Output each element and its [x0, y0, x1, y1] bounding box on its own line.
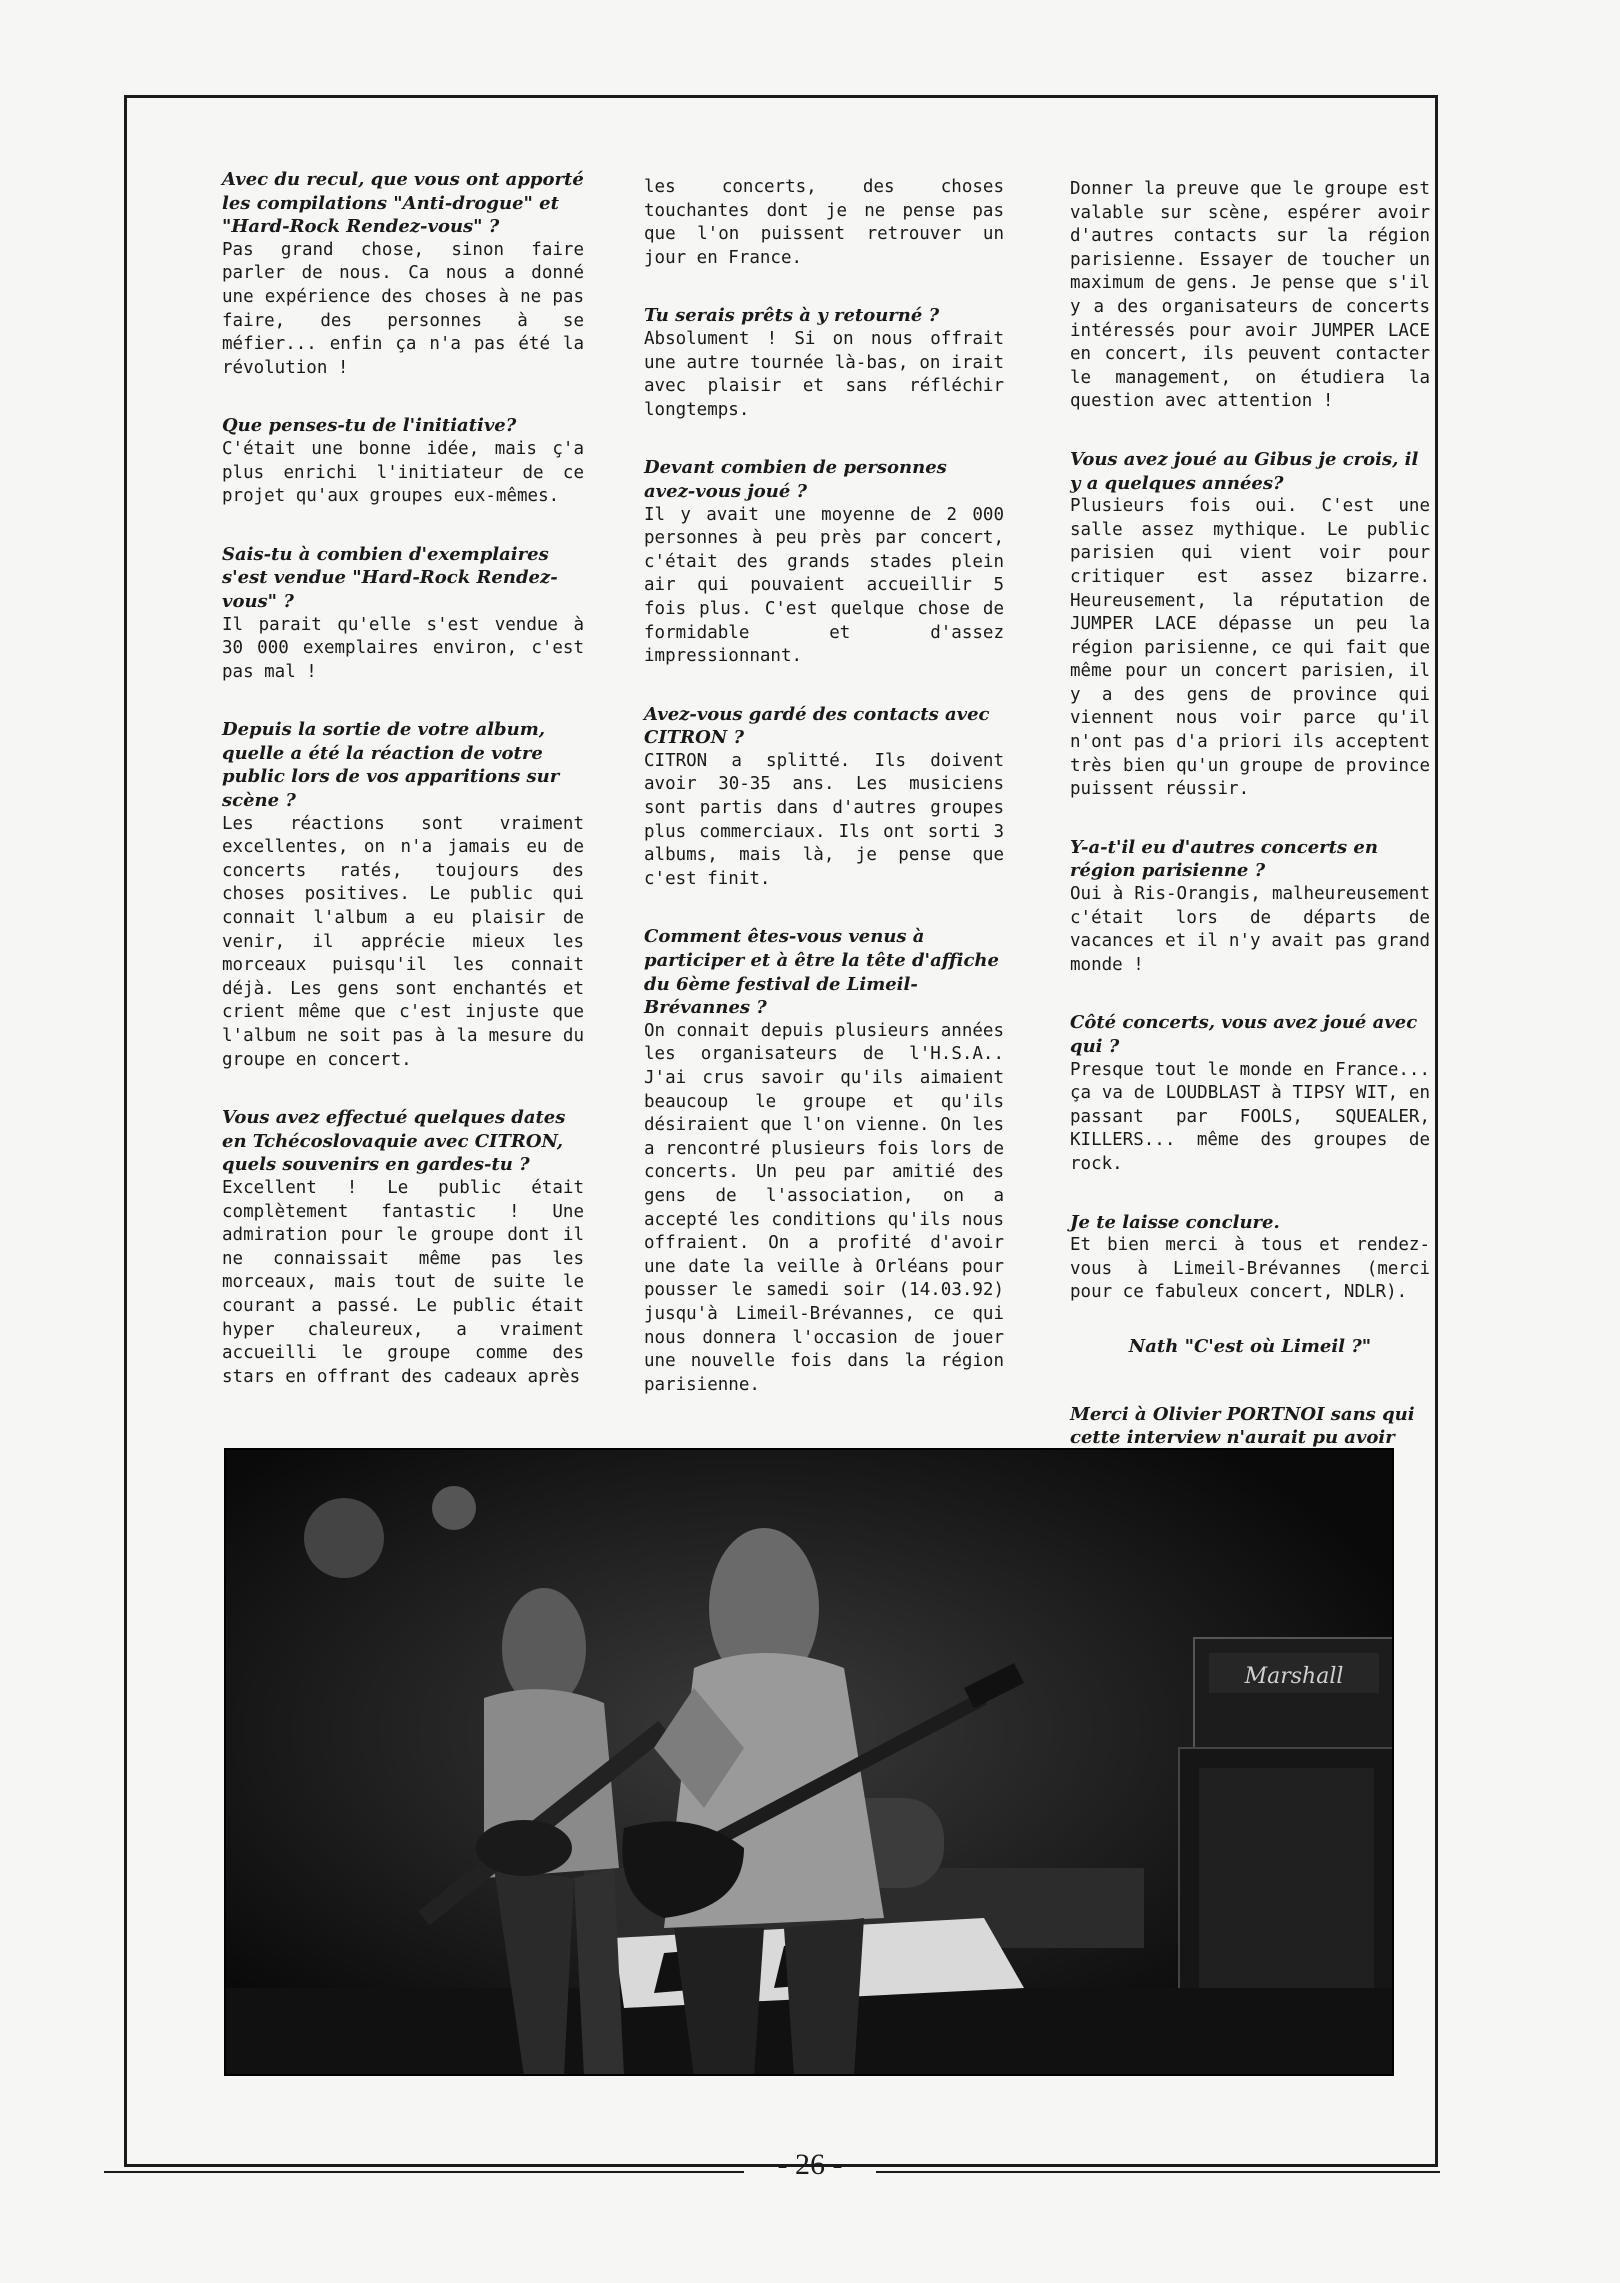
answer: Oui à Ris-Orangis, malheureusement c'était lors de départs de vacances et il n'y avait pas grand monde ! — [1070, 884, 1430, 975]
answer: les concerts, des choses touchantes dont je ne pense pas que l'on puissent retrouver un jour en France. — [644, 177, 1004, 268]
qa-block — [644, 176, 1004, 270]
answer: Il y avait une moyenne de 2 000 personnes à peu près par concert, c'était des grands stades plein air qui pouvaient accueillir 5 fois plus. C'est quelque chose de formidable et d'assez impressionnant. — [644, 504, 1004, 667]
answer: CITRON a splitté. Ils doivent avoir 30-35 ans. Les musiciens sont partis dans d'autres groupes plus commerciaux. Ils ont sorti 3 albums, mais là, je pense que c'est finit. — [644, 750, 1004, 889]
answer: Les réactions sont vraiment excellentes, on n'a jamais eu de concerts ratés, toujours des choses positives. Le public qui connait l'album a eu plaisir de venir, il apprécie mieux les morceaux puisqu'il les connait déjà. Les gens sont enchantés et crient même que c'est injuste que l'album ne soit pas à la mesure du groupe en concert. — [222, 813, 584, 1070]
question: Depuis la sortie de votre album, quelle a été la réaction de votre public lors de vos apparitions sur scène ? — [222, 719, 560, 812]
column-2 — [644, 176, 1004, 1397]
footer-rule-right — [876, 2171, 1440, 2173]
question: Vous avez joué au Gibus je crois, il y a quelques années? — [1070, 448, 1419, 494]
qa-block — [644, 304, 1004, 422]
page-number: - 26 - — [777, 2148, 843, 2181]
answer: Excellent ! Le public était complètement fantastic ! Une admiration pour le groupe dont il ne connaissait même pas les morceaux, mais tout de suite le courant a passé. Le public était hyper chaleureux, a vraiment accueilli le groupe comme des stars en offrant des cadeaux après — [222, 1177, 584, 1387]
answer: Il parait qu'elle s'est vendue à 30 000 exemplaires environ, c'est pas mal ! — [222, 614, 584, 682]
qa-block — [222, 1106, 584, 1389]
author-signature: Nath "C'est où Limeil ?" — [1128, 1335, 1372, 1357]
qa-block — [1070, 178, 1430, 414]
qa-block — [1070, 836, 1430, 978]
question: Y-a-t'il eu d'autres concerts en région parisienne ? — [1070, 836, 1378, 882]
answer: Et bien merci à tous et rendez-vous à Limeil-Brévannes (merci pour ce fabuleux concert, NDLR). — [1070, 1235, 1430, 1303]
qa-block — [644, 456, 1004, 668]
qa-block — [222, 168, 584, 380]
question: Sais-tu à combien d'exemplaires s'est vendue "Hard-Rock Rendez-vous" ? — [222, 543, 558, 612]
answer: Absolument ! Si on nous offrait une autre tournée là-bas, on irait avec plaisir et sans réfléchir longtemps. — [644, 328, 1004, 420]
question: Avez-vous gardé des contacts avec CITRON ? — [644, 703, 990, 749]
thanks-note: Merci à Olivier PORTNOI sans qui cette interview n'aurait pu avoir — [1070, 1403, 1415, 1449]
question: Tu serais prêts à y retourné ? — [644, 305, 940, 327]
qa-block — [644, 925, 1004, 1397]
qa-block — [1070, 448, 1430, 802]
amp-logo: Marshall — [1244, 1664, 1344, 1689]
answer: C'était une bonne idée, mais ç'a plus enrichi l'initiateur de ce projet qu'aux groupes eux-mêmes. — [222, 438, 584, 507]
question: Vous avez effectué quelques dates en Tchécoslovaquie avec CITRON, quels souvenirs en gardes-tu ? — [222, 1107, 566, 1176]
answer: Donner la preuve que le groupe est valable sur scène, espérer avoir d'autres contacts sur la région parisienne. Essayer de toucher un maximum de gens. Je pense que s'il y a des organisateurs de concerts intéressés pour avoir JUMPER LACE en concert, ils peuvent contacter le management, on étudiera la question avec attention ! — [1070, 179, 1430, 412]
answer: On connait depuis plusieurs années les organisateurs de l'H.S.A.. J'ai crus savoir qu'ils aimaient beaucoup le groupe et qu'ils désiraient que l'on vienne. On les a rencontré plusieurs fois lors de concerts. Un peu par amitié des gens de l'association, on a accepté les conditions qu'ils nous offraient. On a profité d'avoir une date la veille à Orléans pour pousser le samedi soir (14.03.92) jusqu'à Limeil-Brévannes, ce qui nous donnera l'occasion de jouer une nouvelle fois dans la région parisienne. — [644, 1020, 1004, 1395]
question: Avec du recul, que vous ont apporté les compilations "Anti-drogue" et "Hard-Rock Rendez-vous" ? — [222, 169, 584, 238]
question: Que penses-tu de l'initiative? — [222, 415, 517, 437]
column-1 — [222, 168, 584, 1389]
qa-block — [222, 414, 584, 508]
answer: Presque tout le monde en France... ça va de LOUDBLAST à TIPSY WIT, en passant par FOOLS, SQUEALER, KILLERS... même des groupes de rock. — [1070, 1059, 1430, 1174]
concert-photo — [224, 1448, 1394, 2076]
concert-photo-illustration — [224, 1448, 1394, 2076]
question: Devant combien de personnes avez-vous joué ? — [644, 457, 947, 502]
answer: Plusieurs fois oui. C'est une salle assez mythique. Le public parisien qui vient voir pour critiquer est assez bizarre. Heureusement, la réputation de JUMPER LACE dépasse un peu la région parisienne, ce qui fait que même pour un concert parisien, il y a des gens de province qui viennent nous voir parce qu'il n'ont pas d'a priori ils acceptent très bien qu'un groupe de province puissent réussir. — [1070, 496, 1430, 800]
question: Je te laisse conclure. — [1070, 1211, 1280, 1233]
qa-block — [222, 718, 584, 1072]
footer-rule-left — [104, 2171, 744, 2173]
question: Côté concerts, vous avez joué avec qui ? — [1070, 1012, 1418, 1057]
qa-block — [644, 703, 1004, 892]
question: Comment êtes-vous venus à participer et à être la tête d'affiche du 6ème festival de Limeil-Brévannes ? — [644, 926, 999, 1019]
qa-block — [1070, 1011, 1430, 1176]
qa-block — [222, 543, 584, 685]
answer: Pas grand chose, sinon faire parler de nous. Ca nous a donné une expérience des choses à ne pas faire, des personnes à se méfier... enfin ça n'a pas été la révolution ! — [222, 239, 584, 378]
qa-block — [1070, 1211, 1430, 1305]
column-3 — [1070, 178, 1430, 1473]
